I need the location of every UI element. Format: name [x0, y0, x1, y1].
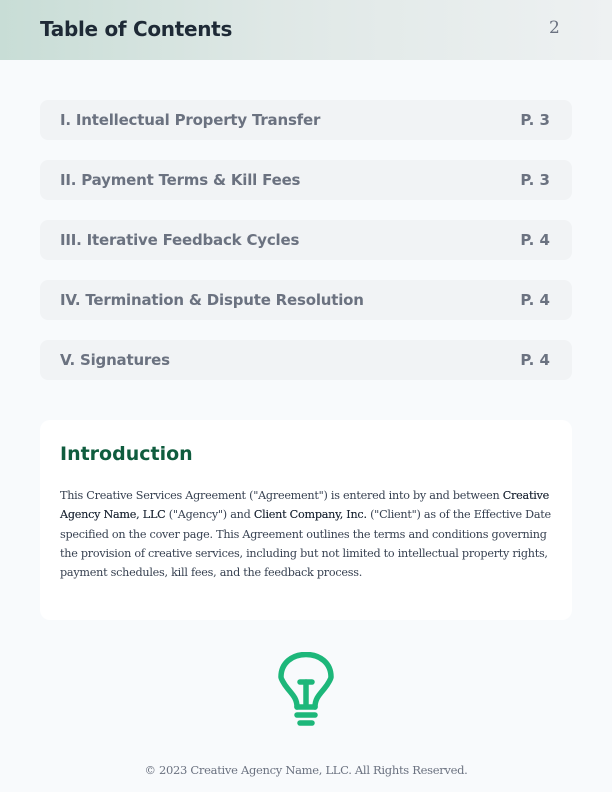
- intro-text: ("Agency") and: [165, 508, 254, 522]
- intro-text: ("Client") as of the Effective Date specified on the cover page. This Agreement outlines the terms and conditions governing the provision of creative services, including but not limited to intellectual property rights, payment schedules, kill fees, and the feedback process.: [60, 508, 551, 580]
- toc-item-termination[interactable]: [40, 280, 572, 320]
- toc-item-label: V. Signatures: [60, 351, 170, 369]
- copyright-footer: © 2023 Creative Agency Name, LLC. All Rights Reserved.: [144, 763, 468, 777]
- toc-item-label: I. Intellectual Property Transfer: [60, 111, 321, 129]
- toc-item-label: IV. Termination & Dispute Resolution: [60, 291, 364, 309]
- agency-name: Creative Agency Name, LLC: [60, 489, 549, 522]
- page-title: Table of Contents: [40, 17, 233, 41]
- toc-item-signatures[interactable]: [40, 340, 572, 380]
- toc-item-page: P. 3: [520, 111, 550, 129]
- toc-item-feedback-cycles[interactable]: [40, 220, 572, 260]
- introduction-paragraph: [60, 486, 555, 582]
- toc-item-page: P. 4: [520, 231, 550, 249]
- toc-item-page: P. 4: [520, 291, 550, 309]
- toc-item-ip-transfer[interactable]: [40, 100, 572, 140]
- toc-item-page: P. 4: [520, 351, 550, 369]
- introduction-card: [40, 420, 572, 620]
- toc-item-payment-terms[interactable]: [40, 160, 572, 200]
- introduction-heading: Introduction: [60, 443, 193, 465]
- toc-item-label: II. Payment Terms & Kill Fees: [60, 171, 301, 189]
- intro-text: This Creative Services Agreement ("Agreement") is entered into by and between: [60, 489, 503, 502]
- page-header: [0, 0, 612, 60]
- toc-item-page: P. 3: [520, 171, 550, 189]
- table-of-contents: [40, 100, 572, 400]
- toc-item-label: III. Iterative Feedback Cycles: [60, 231, 300, 249]
- lightbulb-icon: [276, 652, 336, 730]
- client-name: Client Company, Inc.: [253, 508, 367, 522]
- page-number: 2: [549, 18, 560, 38]
